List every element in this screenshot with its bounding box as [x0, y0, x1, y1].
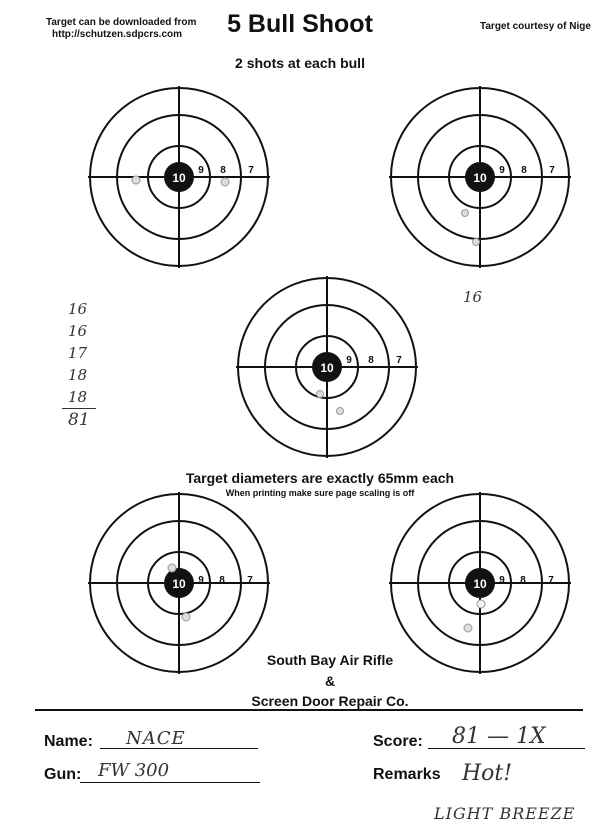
tally-entry: 16 [68, 300, 88, 318]
ring-label-9: 9 [499, 165, 505, 176]
target-bull-1 [88, 86, 270, 268]
ring-label-7: 7 [396, 355, 402, 366]
tally-entry: 17 [68, 344, 88, 362]
shot-hole [132, 176, 140, 184]
download-note-line2: http://schutzen.sdpcrs.com [52, 29, 183, 40]
target-diameter-note: Target diameters are exactly 65mm each [185, 470, 455, 486]
gun-underline [80, 782, 260, 783]
target-bull-3 [236, 276, 418, 458]
tally-total: 81 [68, 410, 90, 430]
shot-hole [182, 613, 190, 621]
tally-entry: 18 [68, 366, 88, 384]
remarks-value[interactable]: Hot! [462, 761, 513, 786]
page-title: 5 Bull Shoot [227, 10, 373, 38]
sponsor-ampersand: & [324, 673, 336, 689]
printing-note: When printing make sure page scaling is off [225, 488, 415, 498]
ring-label-7: 7 [548, 575, 554, 586]
ring-label-7: 7 [247, 575, 253, 586]
shot-hole [317, 391, 324, 398]
ring-label-10: 10 [320, 361, 334, 375]
ring-label-8: 8 [520, 575, 526, 586]
ring-label-8: 8 [368, 355, 374, 366]
shot-hole [473, 239, 480, 246]
ring-label-9: 9 [198, 575, 204, 586]
name-value[interactable]: NACE [126, 728, 186, 749]
ring-label-10: 10 [172, 577, 186, 591]
score-label: Score: [373, 733, 423, 750]
shot-hole [464, 624, 472, 632]
shot-hole [337, 408, 344, 415]
target-bull-4 [88, 492, 270, 674]
ring-label-8: 8 [219, 575, 225, 586]
tally-entry: 18 [68, 388, 88, 406]
target-bull-2 [389, 86, 571, 268]
name-label: Name: [44, 733, 93, 750]
ring-label-9: 9 [198, 165, 204, 176]
ring-label-10: 10 [473, 577, 487, 591]
gun-label: Gun: [44, 766, 82, 783]
score-value[interactable]: 81 — 1X [452, 724, 546, 749]
shot-hole [462, 210, 469, 217]
sponsor-line-2: Screen Door Repair Co. [251, 693, 409, 709]
ring-label-9: 9 [499, 575, 505, 586]
ring-label-8: 8 [521, 165, 527, 176]
tally-entry: 16 [68, 322, 88, 340]
handwritten-score-target-2: 16 [463, 288, 483, 306]
ring-label-7: 7 [248, 165, 254, 176]
shot-hole [477, 600, 485, 608]
handwritten-tally [68, 298, 108, 431]
ring-label-7: 7 [549, 165, 555, 176]
ring-label-8: 8 [220, 165, 226, 176]
form-divider [35, 709, 583, 711]
courtesy-note: Target courtesy of Nige [480, 21, 591, 32]
remarks-label: Remarks [373, 766, 441, 783]
ring-label-10: 10 [473, 171, 487, 185]
ring-label-10: 10 [172, 171, 186, 185]
gun-value[interactable]: FW 300 [98, 760, 170, 781]
target-bull-5 [389, 492, 571, 674]
remarks-value-2[interactable]: LIGHT BREEZE [434, 804, 576, 823]
sponsor-line-1: South Bay Air Rifle [266, 652, 394, 668]
shot-hole [168, 564, 176, 572]
page-subtitle: 2 shots at each bull [235, 55, 365, 71]
ring-label-9: 9 [346, 355, 352, 366]
download-note-line1: Target can be downloaded from [46, 17, 197, 28]
shot-hole [221, 178, 229, 186]
